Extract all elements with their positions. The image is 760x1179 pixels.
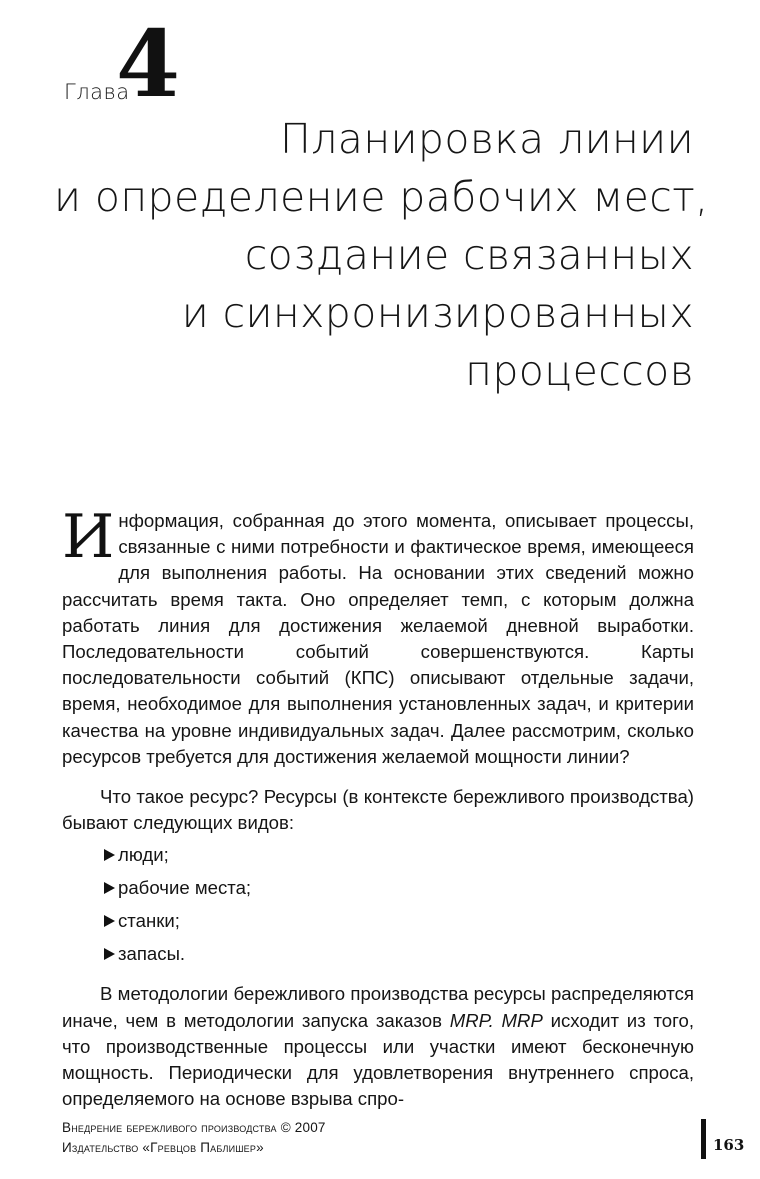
paragraph-resources: [62, 784, 694, 836]
footer-copyright: Внедрение бережливого производства © 2007: [62, 1120, 326, 1135]
paragraph-intro: [62, 502, 694, 770]
chapter-title-line: и синхронизированных: [181, 289, 694, 337]
chapter-title-line: создание связанных: [244, 231, 694, 279]
mrp-term: MRP. MRP: [449, 1009, 543, 1031]
triangle-bullet-icon: [104, 915, 115, 927]
list-item-text: люди;: [118, 844, 169, 866]
footer-divider: [701, 1119, 706, 1159]
paragraph-resources-text: Что такое ресурс? Ресурсы (в контексте бережливого производства) бывают следующих видов:: [62, 786, 694, 834]
body-text: [62, 502, 694, 1112]
paragraph-methodology: [62, 981, 694, 1112]
chapter-title: [54, 110, 709, 400]
paragraph-methodology-text-2: исходит из того, что производственные процессы или участки имеют бесконечную мощность. Периодически для удовлетворения внутреннего спроса, определяемого на основе взрыва спро-: [62, 1009, 694, 1110]
page-number: 163: [713, 1136, 745, 1154]
chapter-title-line: Планировка линии: [279, 115, 694, 163]
footer-publisher: [62, 1118, 326, 1158]
list-item: [104, 941, 694, 967]
triangle-bullet-icon: [104, 948, 115, 960]
list-item-text: рабочие места;: [118, 877, 252, 899]
list-item: [104, 908, 694, 934]
triangle-bullet-icon: [104, 882, 115, 894]
footer-publisher-name: Издательство «Гревцов Паблишер»: [62, 1140, 264, 1155]
resource-list: [62, 842, 694, 967]
list-item: [104, 875, 694, 901]
triangle-bullet-icon: [104, 849, 115, 861]
list-item-text: запасы.: [118, 943, 186, 965]
chapter-label: Глава: [64, 80, 130, 104]
chapter-title-line: процессов: [465, 347, 694, 395]
drop-cap: И: [62, 502, 115, 572]
chapter-number: 4: [116, 10, 181, 118]
paragraph-intro-text: нформация, собранная до этого момента, описывает процессы, связанные с ними потребности и фактическое время, имеющееся для выполнения работы. На основании этих сведений можно рассчитать время такта. Оно определяет темп, с которым должна работать линия для достижения желаемой дневной выработки. Последовательности событий совершенствуются. Карты последовательности событий (КПС) описывают отдельные задачи, время, необходимое для выполнения установленных задач, и критерии качества на уровне индивидуальных задач. Далее рассмотрим, сколько ресурсов требуется для достижения желаемой мощности линии?: [62, 510, 694, 767]
chapter-title-line: и определение рабочих мест,: [54, 173, 709, 221]
list-item-text: станки;: [118, 910, 180, 932]
paragraph-methodology-text-1: В методологии бережливого производства ресурсы распределяются иначе, чем в методологии запуска заказов: [62, 983, 694, 1031]
list-item: [104, 842, 694, 868]
